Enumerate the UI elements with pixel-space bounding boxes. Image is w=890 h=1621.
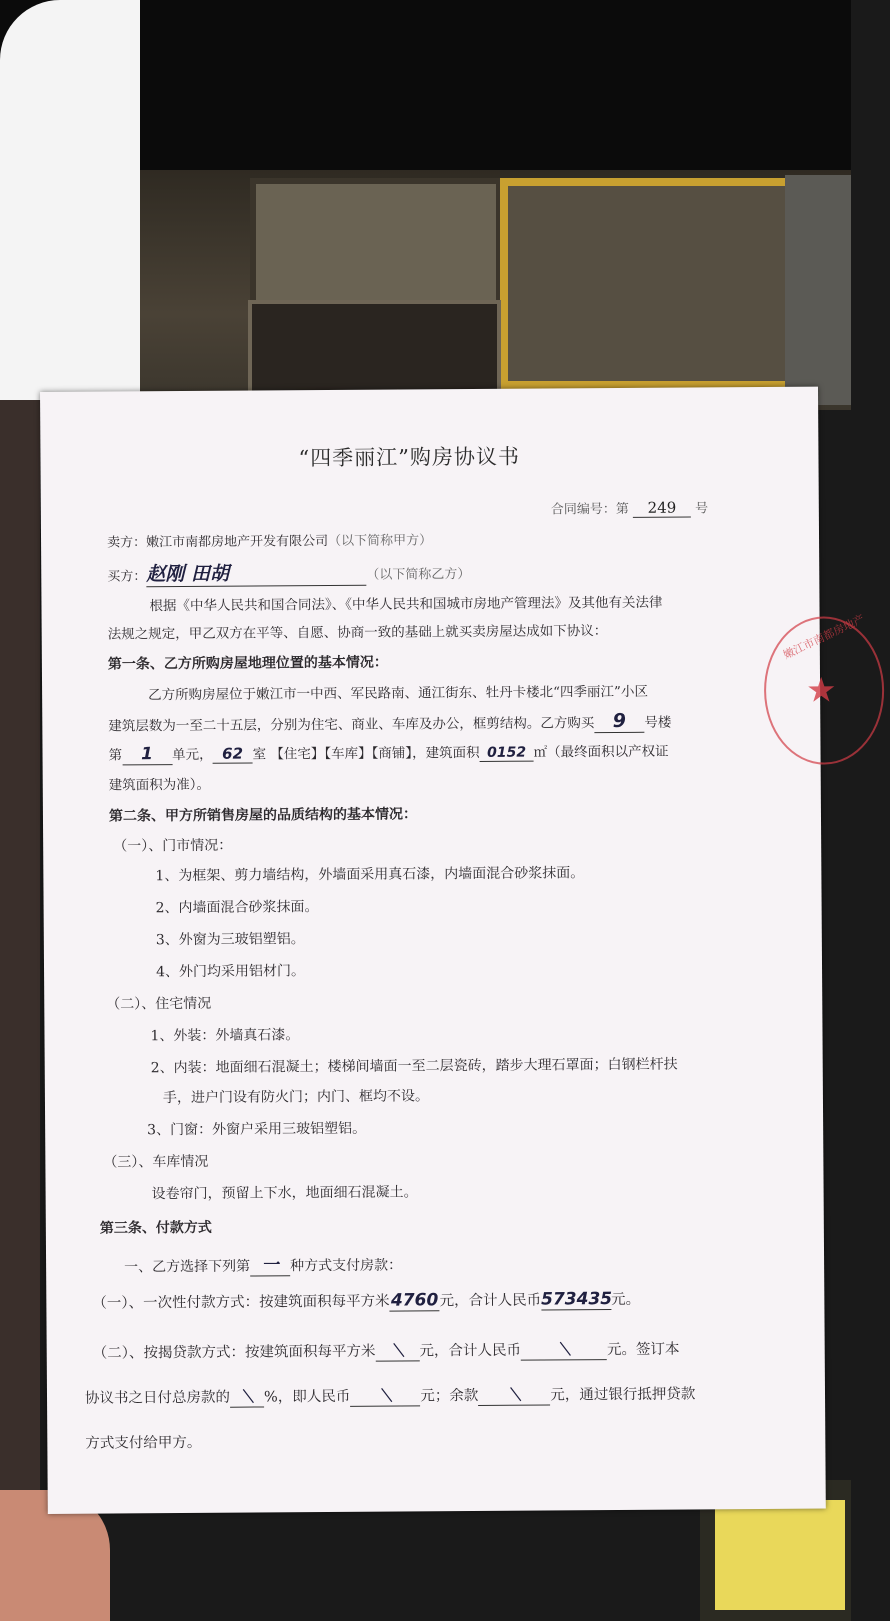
contract-page — [40, 387, 867, 1514]
star-icon: ★ — [805, 670, 837, 711]
section-storefront: （一）、门市情况： — [113, 837, 233, 855]
yellow-card — [715, 1500, 845, 1610]
seller-name: 嫩江市南都房地产开发有限公司 — [146, 533, 329, 551]
buyer-line: 买方：赵刚 田胡 （以下简称乙方） — [107, 557, 470, 588]
article-2-heading: 第二条、甲方所销售房屋的品质结构的基本情况： — [108, 806, 418, 825]
storefront-item-1: 1、为框架、剪力墙结构，外墙面采用真石漆，内墙面混合砂浆抹面。 — [155, 865, 585, 885]
article-1-heading: 第一条、乙方所购房屋地理位置的基本情况： — [107, 654, 388, 673]
preamble-line-1: 根据《中华人民共和国合同法》、《中华人民共和国城市房地产管理法》及其他有关法律 — [149, 594, 663, 615]
total-price: 573435 — [541, 1289, 613, 1310]
storefront-item-3: 3、外窗为三玻铝塑铝。 — [155, 931, 305, 949]
residential-item-2-cont: 手，进户门设有防火门；内门、框均不设。 — [162, 1088, 429, 1107]
residential-item-1: 1、外装：外墙真石漆。 — [150, 1027, 300, 1045]
room-number: 62 — [212, 745, 252, 764]
payment-choice: 一 — [250, 1250, 290, 1276]
unit-number: 1 — [122, 744, 172, 765]
mortgage-line-3: 方式支付给甲方。 — [85, 1434, 202, 1452]
storefront-item-2: 2、内墙面混合砂浆抹面。 — [155, 899, 319, 917]
window-frame-yellow — [500, 178, 796, 389]
section-residential: （二）、住宅情况 — [106, 995, 212, 1013]
building-number: 9 — [594, 710, 644, 733]
garage-text: 设卷帘门，预留上下水，地面细石混凝土。 — [151, 1184, 418, 1203]
buyer-name: 赵刚 田胡 — [146, 558, 366, 588]
floor-area: 0152 — [480, 745, 534, 762]
article-3-heading: 第三条、付款方式 — [99, 1219, 212, 1237]
document-title: “四季丽江”购房协议书 — [298, 444, 521, 471]
article-1-line-1: 乙方所购房屋位于嫩江市一中西、军民路南、通江街东、牡丹卡楼北“四季丽江”小区 — [148, 683, 648, 704]
storefront-item-4: 4、外门均采用铝材门。 — [155, 963, 306, 981]
lump-sum-line: （一）、一次性付款方式：按建筑面积每平方米4760元，合计人民币573435元。 — [92, 1289, 641, 1312]
white-panel — [0, 0, 140, 400]
table-edge — [0, 400, 40, 1621]
company-seal: 嫩江市南都房地产 ★ — [764, 616, 885, 765]
window-frame — [250, 178, 502, 315]
payment-choice-line: 一、乙方选择下列第 一 种方式支付房款： — [124, 1249, 402, 1277]
seller-line: 卖方：嫩江市南都房地产开发有限公司（以下简称甲方） — [107, 533, 433, 551]
side-wall — [785, 175, 851, 405]
article-1-line-4: 建筑面积为准）。 — [108, 776, 211, 794]
mortgage-line-2: 协议书之日付总房款的 ＼ %，即人民币 ＼ 元；余款 ＼ 元，通过银行抵押贷款 — [85, 1382, 695, 1408]
preamble-line-2: 法规之规定，甲乙双方在平等、自愿、协商一致的基础上就买卖房屋达成如下协议： — [107, 623, 608, 643]
residential-item-3: 3、门窗：外窗户采用三玻铝塑铝。 — [147, 1120, 367, 1139]
mortgage-line-1: （二）、按揭贷款方式：按建筑面积每平方米 ＼ 元，合计人民币 ＼ 元。签订本 — [93, 1338, 680, 1364]
contract-number-line: 合同编号：第 249 号 — [550, 498, 709, 518]
residential-item-2: 2、内装：地面细石混凝土；楼梯间墙面一至二层瓷砖，踏步大理石罩面；白钢栏杆扶 — [150, 1056, 678, 1077]
contract-number: 249 — [633, 498, 691, 517]
article-1-line-2: 建筑层数为一至二十五层，分别为住宅、商业、车库及办公，框剪结构。乙方购买 9 号楼 — [108, 709, 672, 735]
section-garage: （三）、车库情况 — [103, 1153, 209, 1171]
article-1-line-3: 第 1 单元， 62 室 【住宅】【车库】【商铺】，建筑面积 0152 ㎡（最终面积以产权证 — [108, 743, 669, 765]
unit-price: 4760 — [390, 1290, 439, 1311]
